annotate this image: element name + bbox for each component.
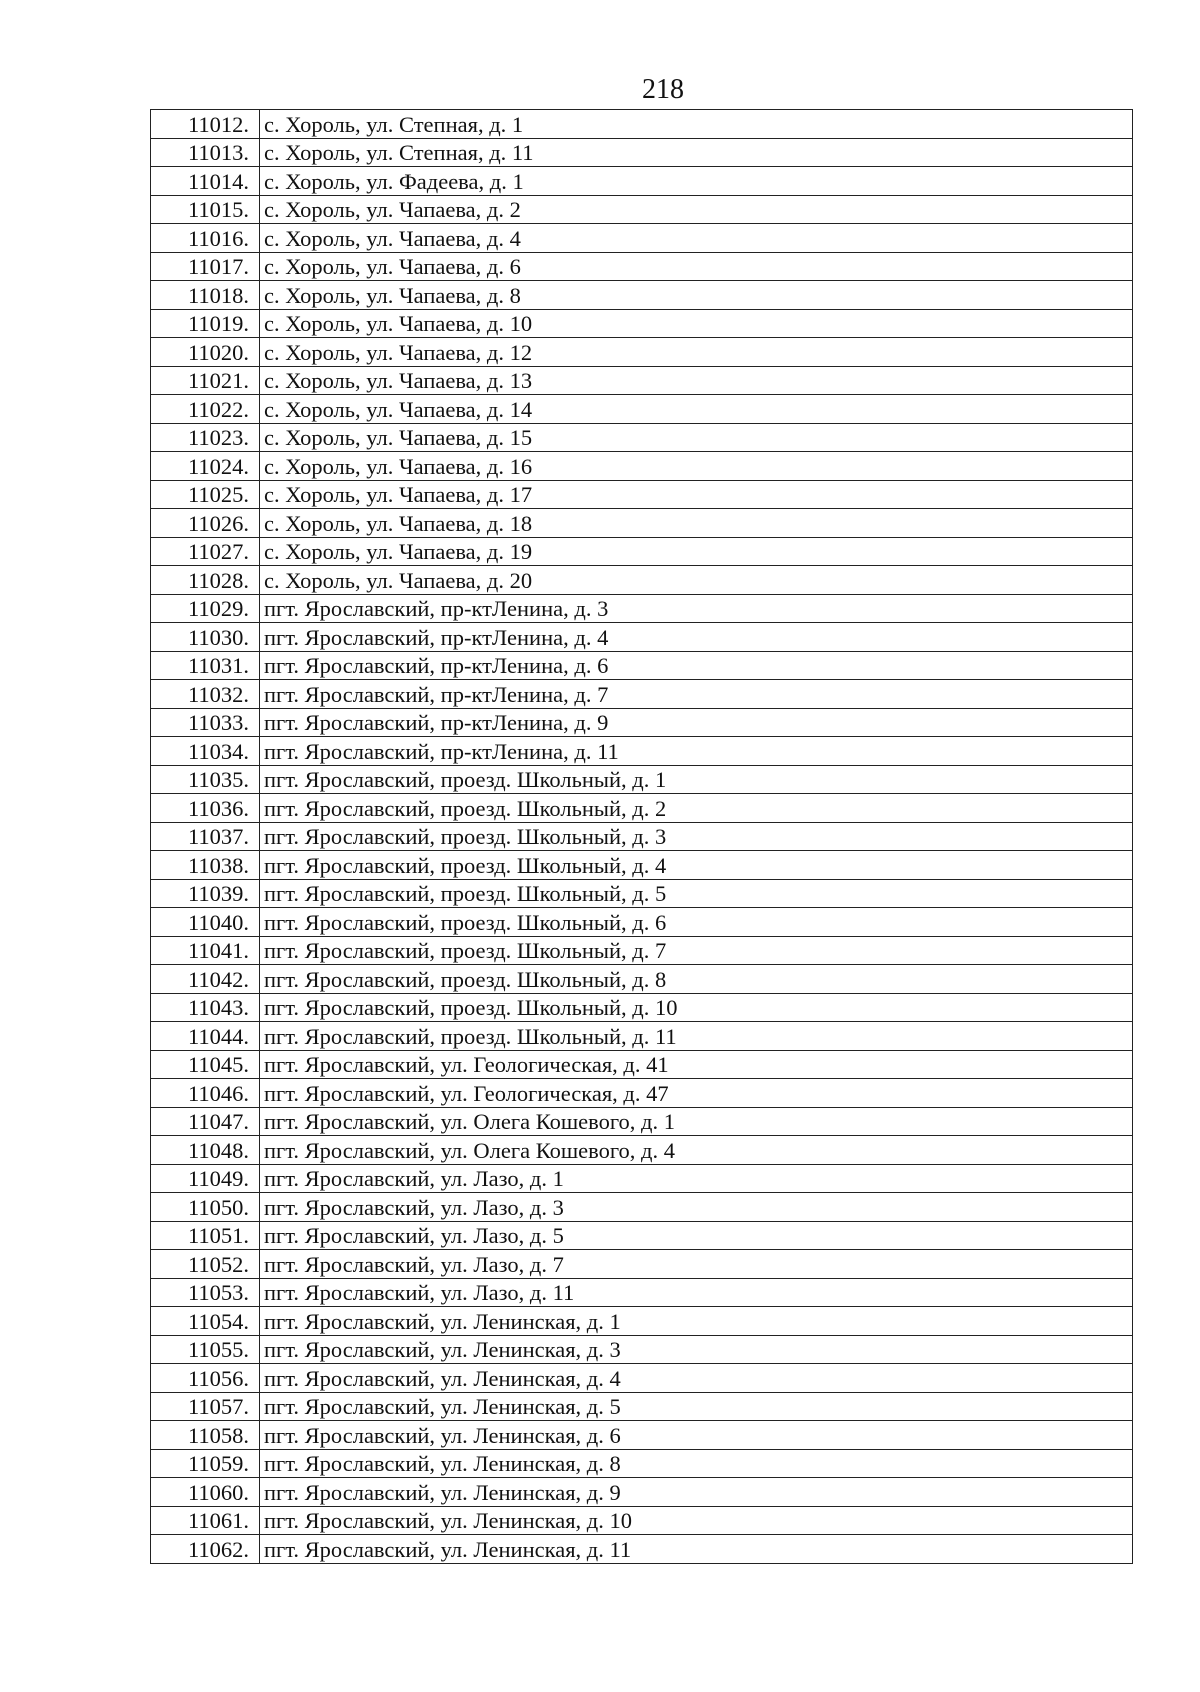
table-row — [151, 195, 1133, 224]
row-number: 11015. — [151, 195, 260, 224]
page-number: 218 — [642, 74, 684, 105]
table-row — [151, 452, 1133, 481]
row-address: с. Хороль, ул. Чапаева, д. 20 — [260, 566, 1133, 595]
table-row — [151, 1250, 1133, 1279]
row-address: пгт. Ярославский, ул. Ленинская, д. 9 — [260, 1478, 1133, 1507]
table-row — [151, 651, 1133, 680]
row-number: 11053. — [151, 1278, 260, 1307]
row-address: пгт. Ярославский, ул. Ленинская, д. 8 — [260, 1449, 1133, 1478]
row-address: с. Хороль, ул. Чапаева, д. 19 — [260, 537, 1133, 566]
row-address: пгт. Ярославский, проезд. Школьный, д. 3 — [260, 822, 1133, 851]
row-number: 11058. — [151, 1421, 260, 1450]
table-row — [151, 1449, 1133, 1478]
row-address: пгт. Ярославский, ул. Ленинская, д. 6 — [260, 1421, 1133, 1450]
row-address: с. Хороль, ул. Степная, д. 1 — [260, 110, 1133, 139]
table-row — [151, 1136, 1133, 1165]
table-row — [151, 936, 1133, 965]
row-address: с. Хороль, ул. Чапаева, д. 2 — [260, 195, 1133, 224]
row-address: пгт. Ярославский, ул. Геологическая, д. 41 — [260, 1050, 1133, 1079]
table-row — [151, 138, 1133, 167]
row-number: 11057. — [151, 1392, 260, 1421]
row-address: пгт. Ярославский, ул. Олега Кошевого, д. 1 — [260, 1107, 1133, 1136]
row-address: пгт. Ярославский, ул. Ленинская, д. 5 — [260, 1392, 1133, 1421]
row-address: с. Хороль, ул. Чапаева, д. 14 — [260, 395, 1133, 424]
row-address: пгт. Ярославский, пр-ктЛенина, д. 7 — [260, 680, 1133, 709]
table-row — [151, 509, 1133, 538]
row-number: 11034. — [151, 737, 260, 766]
table-row — [151, 1050, 1133, 1079]
row-address: с. Хороль, ул. Чапаева, д. 12 — [260, 338, 1133, 367]
row-number: 11055. — [151, 1335, 260, 1364]
row-address: пгт. Ярославский, ул. Ленинская, д. 4 — [260, 1364, 1133, 1393]
row-address: с. Хороль, ул. Чапаева, д. 10 — [260, 309, 1133, 338]
row-address: пгт. Ярославский, проезд. Школьный, д. 4 — [260, 851, 1133, 880]
row-number: 11036. — [151, 794, 260, 823]
row-number: 11021. — [151, 366, 260, 395]
table-row — [151, 338, 1133, 367]
row-address: пгт. Ярославский, ул. Ленинская, д. 11 — [260, 1535, 1133, 1564]
row-number: 11031. — [151, 651, 260, 680]
row-number: 11016. — [151, 224, 260, 253]
row-address: с. Хороль, ул. Чапаева, д. 17 — [260, 480, 1133, 509]
table-row — [151, 1307, 1133, 1336]
table-row — [151, 309, 1133, 338]
row-address: пгт. Ярославский, пр-ктЛенина, д. 6 — [260, 651, 1133, 680]
table-row — [151, 965, 1133, 994]
row-number: 11032. — [151, 680, 260, 709]
table-row — [151, 480, 1133, 509]
row-number: 11024. — [151, 452, 260, 481]
row-number: 11048. — [151, 1136, 260, 1165]
table-row — [151, 395, 1133, 424]
row-number: 11046. — [151, 1079, 260, 1108]
row-address: с. Хороль, ул. Степная, д. 11 — [260, 138, 1133, 167]
row-number: 11040. — [151, 908, 260, 937]
row-number: 11037. — [151, 822, 260, 851]
table-row — [151, 1107, 1133, 1136]
row-number: 11045. — [151, 1050, 260, 1079]
table-row — [151, 1392, 1133, 1421]
row-address: пгт. Ярославский, ул. Лазо, д. 7 — [260, 1250, 1133, 1279]
row-address: с. Хороль, ул. Чапаева, д. 4 — [260, 224, 1133, 253]
address-table-body — [151, 110, 1133, 1564]
row-address: пгт. Ярославский, ул. Олега Кошевого, д. 4 — [260, 1136, 1133, 1165]
table-row — [151, 879, 1133, 908]
row-address: пгт. Ярославский, ул. Лазо, д. 1 — [260, 1164, 1133, 1193]
row-address: пгт. Ярославский, проезд. Школьный, д. 8 — [260, 965, 1133, 994]
row-address: пгт. Ярославский, ул. Лазо, д. 3 — [260, 1193, 1133, 1222]
row-number: 11047. — [151, 1107, 260, 1136]
row-address: пгт. Ярославский, ул. Лазо, д. 11 — [260, 1278, 1133, 1307]
table-row — [151, 366, 1133, 395]
row-address: с. Хороль, ул. Чапаева, д. 13 — [260, 366, 1133, 395]
row-address: пгт. Ярославский, пр-ктЛенина, д. 4 — [260, 623, 1133, 652]
table-row — [151, 623, 1133, 652]
row-address: пгт. Ярославский, ул. Лазо, д. 5 — [260, 1221, 1133, 1250]
table-row — [151, 537, 1133, 566]
table-row — [151, 1478, 1133, 1507]
row-address: пгт. Ярославский, проезд. Школьный, д. 2 — [260, 794, 1133, 823]
row-number: 11017. — [151, 252, 260, 281]
table-row — [151, 167, 1133, 196]
row-number: 11050. — [151, 1193, 260, 1222]
table-row — [151, 110, 1133, 139]
row-number: 11019. — [151, 309, 260, 338]
table-row — [151, 1079, 1133, 1108]
table-row — [151, 708, 1133, 737]
row-address: с. Хороль, ул. Чапаева, д. 15 — [260, 423, 1133, 452]
table-row — [151, 1022, 1133, 1051]
table-row — [151, 252, 1133, 281]
row-address: пгт. Ярославский, проезд. Школьный, д. 10 — [260, 993, 1133, 1022]
row-address: с. Хороль, ул. Чапаева, д. 8 — [260, 281, 1133, 310]
table-row — [151, 1221, 1133, 1250]
row-address: пгт. Ярославский, пр-ктЛенина, д. 11 — [260, 737, 1133, 766]
row-address: пгт. Ярославский, ул. Ленинская, д. 1 — [260, 1307, 1133, 1336]
row-number: 11052. — [151, 1250, 260, 1279]
table-row — [151, 281, 1133, 310]
row-address: пгт. Ярославский, проезд. Школьный, д. 5 — [260, 879, 1133, 908]
row-number: 11056. — [151, 1364, 260, 1393]
row-address: пгт. Ярославский, пр-ктЛенина, д. 9 — [260, 708, 1133, 737]
table-row — [151, 1421, 1133, 1450]
row-address: пгт. Ярославский, ул. Ленинская, д. 10 — [260, 1506, 1133, 1535]
row-address: с. Хороль, ул. Фадеева, д. 1 — [260, 167, 1133, 196]
row-number: 11062. — [151, 1535, 260, 1564]
table-row — [151, 423, 1133, 452]
row-address: с. Хороль, ул. Чапаева, д. 16 — [260, 452, 1133, 481]
row-number: 11025. — [151, 480, 260, 509]
row-number: 11039. — [151, 879, 260, 908]
row-number: 11049. — [151, 1164, 260, 1193]
row-number: 11018. — [151, 281, 260, 310]
row-number: 11026. — [151, 509, 260, 538]
row-number: 11051. — [151, 1221, 260, 1250]
table-row — [151, 993, 1133, 1022]
row-address: пгт. Ярославский, ул. Ленинская, д. 3 — [260, 1335, 1133, 1364]
row-number: 11029. — [151, 594, 260, 623]
row-address: пгт. Ярославский, проезд. Школьный, д. 7 — [260, 936, 1133, 965]
table-row — [151, 1193, 1133, 1222]
row-number: 11033. — [151, 708, 260, 737]
row-number: 11038. — [151, 851, 260, 880]
row-number: 11060. — [151, 1478, 260, 1507]
row-address: пгт. Ярославский, ул. Геологическая, д. 47 — [260, 1079, 1133, 1108]
table-row — [151, 1506, 1133, 1535]
row-number: 11028. — [151, 566, 260, 595]
row-address: пгт. Ярославский, проезд. Школьный, д. 11 — [260, 1022, 1133, 1051]
row-number: 11014. — [151, 167, 260, 196]
table-row — [151, 851, 1133, 880]
row-number: 11061. — [151, 1506, 260, 1535]
row-number: 11035. — [151, 765, 260, 794]
table-row — [151, 765, 1133, 794]
table-row — [151, 822, 1133, 851]
row-address: с. Хороль, ул. Чапаева, д. 18 — [260, 509, 1133, 538]
table-row — [151, 1335, 1133, 1364]
row-address: пгт. Ярославский, проезд. Школьный, д. 1 — [260, 765, 1133, 794]
row-number: 11041. — [151, 936, 260, 965]
address-table — [150, 109, 1133, 1564]
row-number: 11059. — [151, 1449, 260, 1478]
table-row — [151, 1278, 1133, 1307]
row-number: 11012. — [151, 110, 260, 139]
row-number: 11030. — [151, 623, 260, 652]
table-row — [151, 737, 1133, 766]
row-number: 11043. — [151, 993, 260, 1022]
row-number: 11044. — [151, 1022, 260, 1051]
row-address: пгт. Ярославский, проезд. Школьный, д. 6 — [260, 908, 1133, 937]
table-row — [151, 594, 1133, 623]
row-number: 11013. — [151, 138, 260, 167]
table-row — [151, 1364, 1133, 1393]
row-number: 11027. — [151, 537, 260, 566]
table-row — [151, 1535, 1133, 1564]
table-row — [151, 908, 1133, 937]
row-address: с. Хороль, ул. Чапаева, д. 6 — [260, 252, 1133, 281]
row-number: 11042. — [151, 965, 260, 994]
row-number: 11022. — [151, 395, 260, 424]
table-row — [151, 794, 1133, 823]
table-row — [151, 224, 1133, 253]
row-number: 11054. — [151, 1307, 260, 1336]
row-number: 11023. — [151, 423, 260, 452]
table-row — [151, 1164, 1133, 1193]
row-number: 11020. — [151, 338, 260, 367]
table-row — [151, 566, 1133, 595]
row-address: пгт. Ярославский, пр-ктЛенина, д. 3 — [260, 594, 1133, 623]
table-row — [151, 680, 1133, 709]
